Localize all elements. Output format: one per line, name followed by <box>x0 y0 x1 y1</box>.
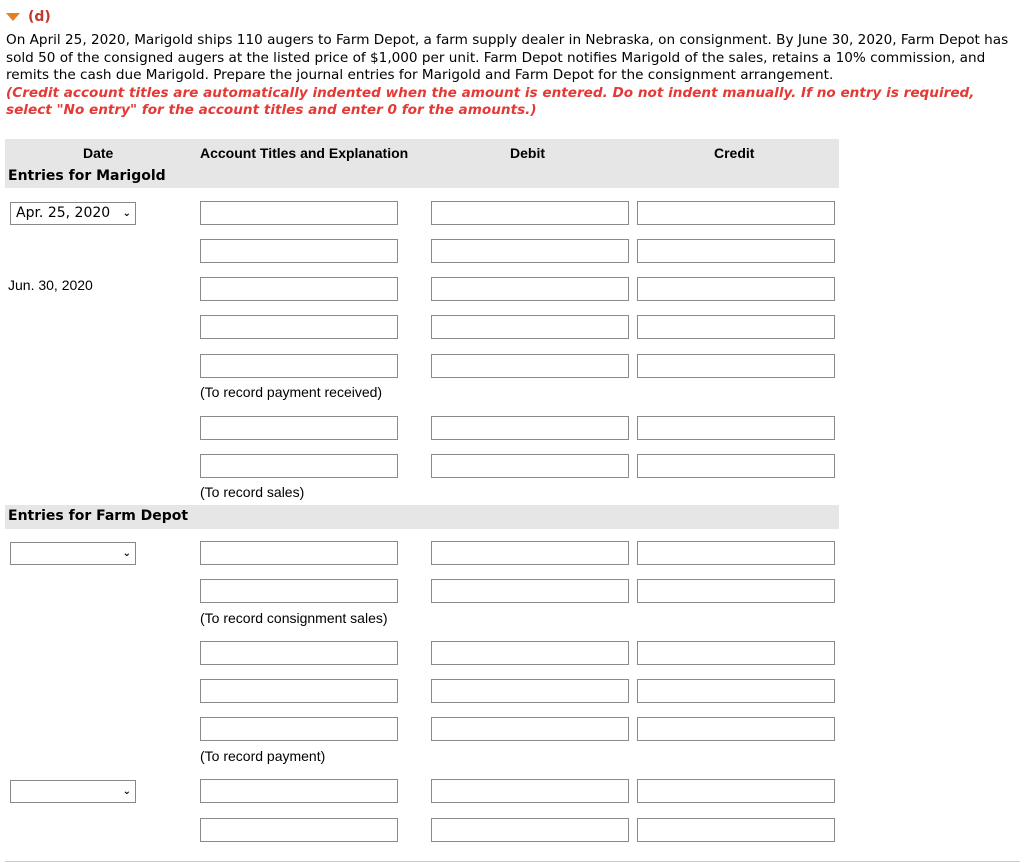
header-debit: Debit <box>510 145 545 161</box>
account-input[interactable] <box>200 779 398 803</box>
debit-input[interactable] <box>431 818 629 842</box>
header-date: Date <box>83 145 114 161</box>
credit-input[interactable] <box>637 416 835 440</box>
credit-input[interactable] <box>637 277 835 301</box>
explanation-sales: (To record sales) <box>200 484 305 500</box>
section-farm-depot: Entries for Farm Depot <box>8 508 189 524</box>
credit-input[interactable] <box>637 579 835 603</box>
debit-input[interactable] <box>431 315 629 339</box>
account-input[interactable] <box>200 818 398 842</box>
header-credit: Credit <box>714 145 755 161</box>
explanation-payment: (To record payment) <box>200 748 326 764</box>
chevron-down-icon: ⌄ <box>122 548 131 559</box>
account-input[interactable] <box>200 239 398 263</box>
credit-input[interactable] <box>637 315 835 339</box>
debit-input[interactable] <box>431 579 629 603</box>
problem-statement <box>6 32 1021 120</box>
date-select-farm-depot-1[interactable] <box>10 542 136 565</box>
credit-input[interactable] <box>637 454 835 478</box>
credit-input[interactable] <box>637 239 835 263</box>
part-label: (d) <box>28 9 51 25</box>
account-input[interactable] <box>200 454 398 478</box>
account-input[interactable] <box>200 641 398 665</box>
debit-input[interactable] <box>431 239 629 263</box>
collapse-triangle-icon[interactable] <box>6 13 20 21</box>
date-select-farm-depot-2[interactable] <box>10 780 136 803</box>
account-input[interactable] <box>200 277 398 301</box>
credit-input[interactable] <box>637 641 835 665</box>
account-input[interactable] <box>200 541 398 565</box>
header-account-titles: Account Titles and Explanation <box>200 145 409 161</box>
credit-input[interactable] <box>637 779 835 803</box>
debit-input[interactable] <box>431 541 629 565</box>
account-input[interactable] <box>200 416 398 440</box>
credit-input[interactable] <box>637 717 835 741</box>
debit-input[interactable] <box>431 779 629 803</box>
debit-input[interactable] <box>431 277 629 301</box>
chevron-down-icon: ⌄ <box>122 786 131 797</box>
credit-input[interactable] <box>637 679 835 703</box>
debit-input[interactable] <box>431 454 629 478</box>
credit-input[interactable] <box>637 541 835 565</box>
account-input[interactable] <box>200 354 398 378</box>
chevron-down-icon: ⌄ <box>122 208 131 219</box>
explanation-payment-received: (To record payment received) <box>200 384 383 400</box>
instruction-note: (Credit account titles are automatically indented when the amount is entered. Do not indent manually. If no entry is required, select "No entry" for the account titles and enter 0 for the amounts.) <box>6 84 975 118</box>
debit-input[interactable] <box>431 354 629 378</box>
account-input[interactable] <box>200 315 398 339</box>
debit-input[interactable] <box>431 717 629 741</box>
debit-input[interactable] <box>431 641 629 665</box>
debit-input[interactable] <box>431 201 629 225</box>
problem-text: On April 25, 2020, Marigold ships 110 augers to Farm Depot, a farm supply dealer in Nebraska, on consignment. By June 30, 2020, Farm Depot has sold 50 of the consigned augers at the listed price of $1,000 per unit. Farm Depot notifies Marigold of the sales, retains a 10% commission, and remits the cash due Marigold. Prepare the journal entries for Marigold and Farm Depot for the consignment arrangement. <box>6 32 1009 83</box>
part-toggle[interactable] <box>6 9 51 25</box>
divider <box>5 861 1020 862</box>
account-input[interactable] <box>200 717 398 741</box>
credit-input[interactable] <box>637 354 835 378</box>
explanation-consignment-sales: (To record consignment sales) <box>200 610 388 626</box>
account-input[interactable] <box>200 201 398 225</box>
debit-input[interactable] <box>431 679 629 703</box>
account-input[interactable] <box>200 679 398 703</box>
date-select-value: Apr. 25, 2020 <box>16 205 111 221</box>
debit-input[interactable] <box>431 416 629 440</box>
section-marigold: Entries for Marigold <box>8 168 166 184</box>
date-select-marigold-1[interactable] <box>10 202 136 225</box>
credit-input[interactable] <box>637 201 835 225</box>
credit-input[interactable] <box>637 818 835 842</box>
date-marigold-2: Jun. 30, 2020 <box>8 277 93 293</box>
account-input[interactable] <box>200 579 398 603</box>
